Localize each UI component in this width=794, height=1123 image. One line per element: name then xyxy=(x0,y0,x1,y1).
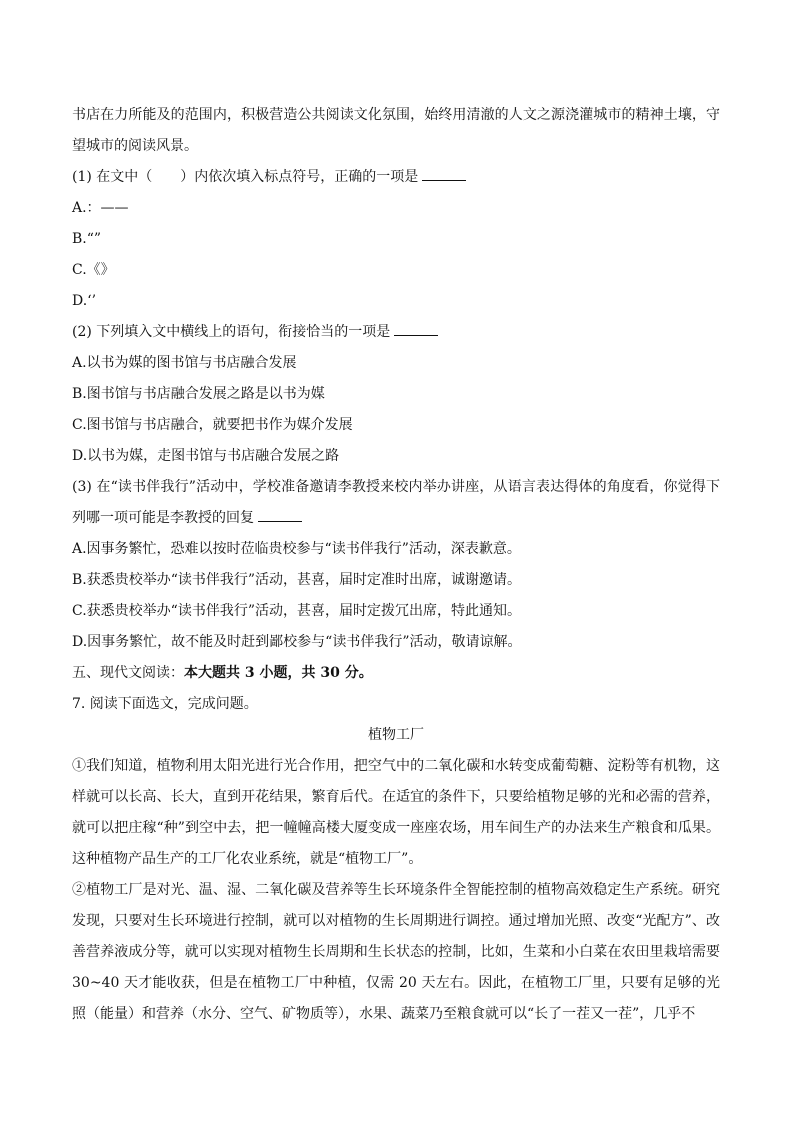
question-1-option-c: C.《》 xyxy=(72,262,115,278)
question-2-option-c: C.图书馆与书店融合，就要把书作为媒介发展 xyxy=(72,417,353,433)
answer-blank xyxy=(258,507,302,522)
question-7-instruction: 7. 阅读下面选文，完成问题。 xyxy=(72,696,258,712)
question-1-option-d: D.‘’ xyxy=(72,293,97,309)
question-2-option-a: A.以书为媒的图书馆与书店融合发展 xyxy=(72,355,297,371)
question-1-option-a: A.：—— xyxy=(72,200,129,216)
section-5-detail: 本大题共 3 小题，共 30 分。 xyxy=(184,665,373,681)
article-paragraph-1: ①我们知道，植物利用太阳光进行光合作用，把空气中的二氧化碳和水转变成葡萄糖、淀粉等有机物，这样就可以长高、长大，直到开花结果，繁育后代。在适宜的条件下，只要给植物足够的光和必需的营养，就可以把庄稼“种”到空中去，把一幢幢高楼大厦变成一座座农场，用车间生产的办法来生产粮食和瓜果。这种植物产品生产的工厂化农业系统，就是“植物工厂”。 xyxy=(72,758,720,867)
question-2-stem-text: (2) 下列填入文中横线上的语句，衔接恰当的一项是 xyxy=(72,324,391,340)
question-2-option-d: D.以书为媒，走图书馆与书店融合发展之路 xyxy=(72,448,340,464)
question-2-stem xyxy=(72,317,720,348)
section-5-label: 五、现代文阅读： xyxy=(72,665,184,681)
question-1-stem-text: (1) 在文中（ ）内依次填入标点符号，正确的一项是 xyxy=(72,169,419,185)
question-2-option-b: B.图书馆与书店融合发展之路是以书为媒 xyxy=(72,386,325,402)
question-3-option-b: B.获悉贵校举办“读书伴我行”活动，甚喜，届时定准时出席，诚谢邀请。 xyxy=(72,572,522,588)
answer-blank xyxy=(422,166,466,181)
intro-paragraph: 书店在力所能及的范围内，积极营造公共阅读文化氛围，始终用清澈的人文之源浇灌城市的精神土壤，守望城市的阅读风景。 xyxy=(72,107,720,154)
question-3-stem xyxy=(72,472,720,534)
article-paragraph-2: ②植物工厂是对光、温、湿、二氧化碳及营养等生长环境条件全智能控制的植物高效稳定生产系统。研究发现，只要对生长环境进行控制，就可以对植物的生长周期进行调控。通过增加光照、改变“光配方”、改善营养液成分等，就可以实现对植物生长周期和生长状态的控制，比如，生菜和小白菜在农田里栽培需要 30~40 天才能收获，但是在植物工厂中种植，仅需 20 天左右。因此，在植物工厂里，只要有足够的光照（能量）和营养（水分、空气、矿物质等），水果、蔬菜乃至粮食就可以“长了一茬又一茬”，几乎不 xyxy=(72,882,720,1022)
question-3-option-d: D.因事务繁忙，故不能及时赶到鄙校参与“读书伴我行”活动，敬请谅解。 xyxy=(72,634,522,650)
question-3-option-c: C.获悉贵校举办“读书伴我行”活动，甚喜，届时定拨冗出席，特此通知。 xyxy=(72,603,521,619)
question-1-stem xyxy=(72,162,720,193)
article-title: 植物工厂 xyxy=(368,727,424,743)
section-5-heading xyxy=(72,658,720,689)
question-3-stem-text: (3) 在“读书伴我行”活动中，学校准备邀请李教授来校内举办讲座，从语言表达得体的角度看，你觉得下列哪一项可能是李教授的回复 xyxy=(72,479,720,526)
question-3-option-a: A.因事务繁忙，恐难以按时莅临贵校参与“读书伴我行”活动，深表歉意。 xyxy=(72,541,521,557)
question-1-option-b: B.“” xyxy=(72,231,102,247)
answer-blank xyxy=(394,321,438,336)
